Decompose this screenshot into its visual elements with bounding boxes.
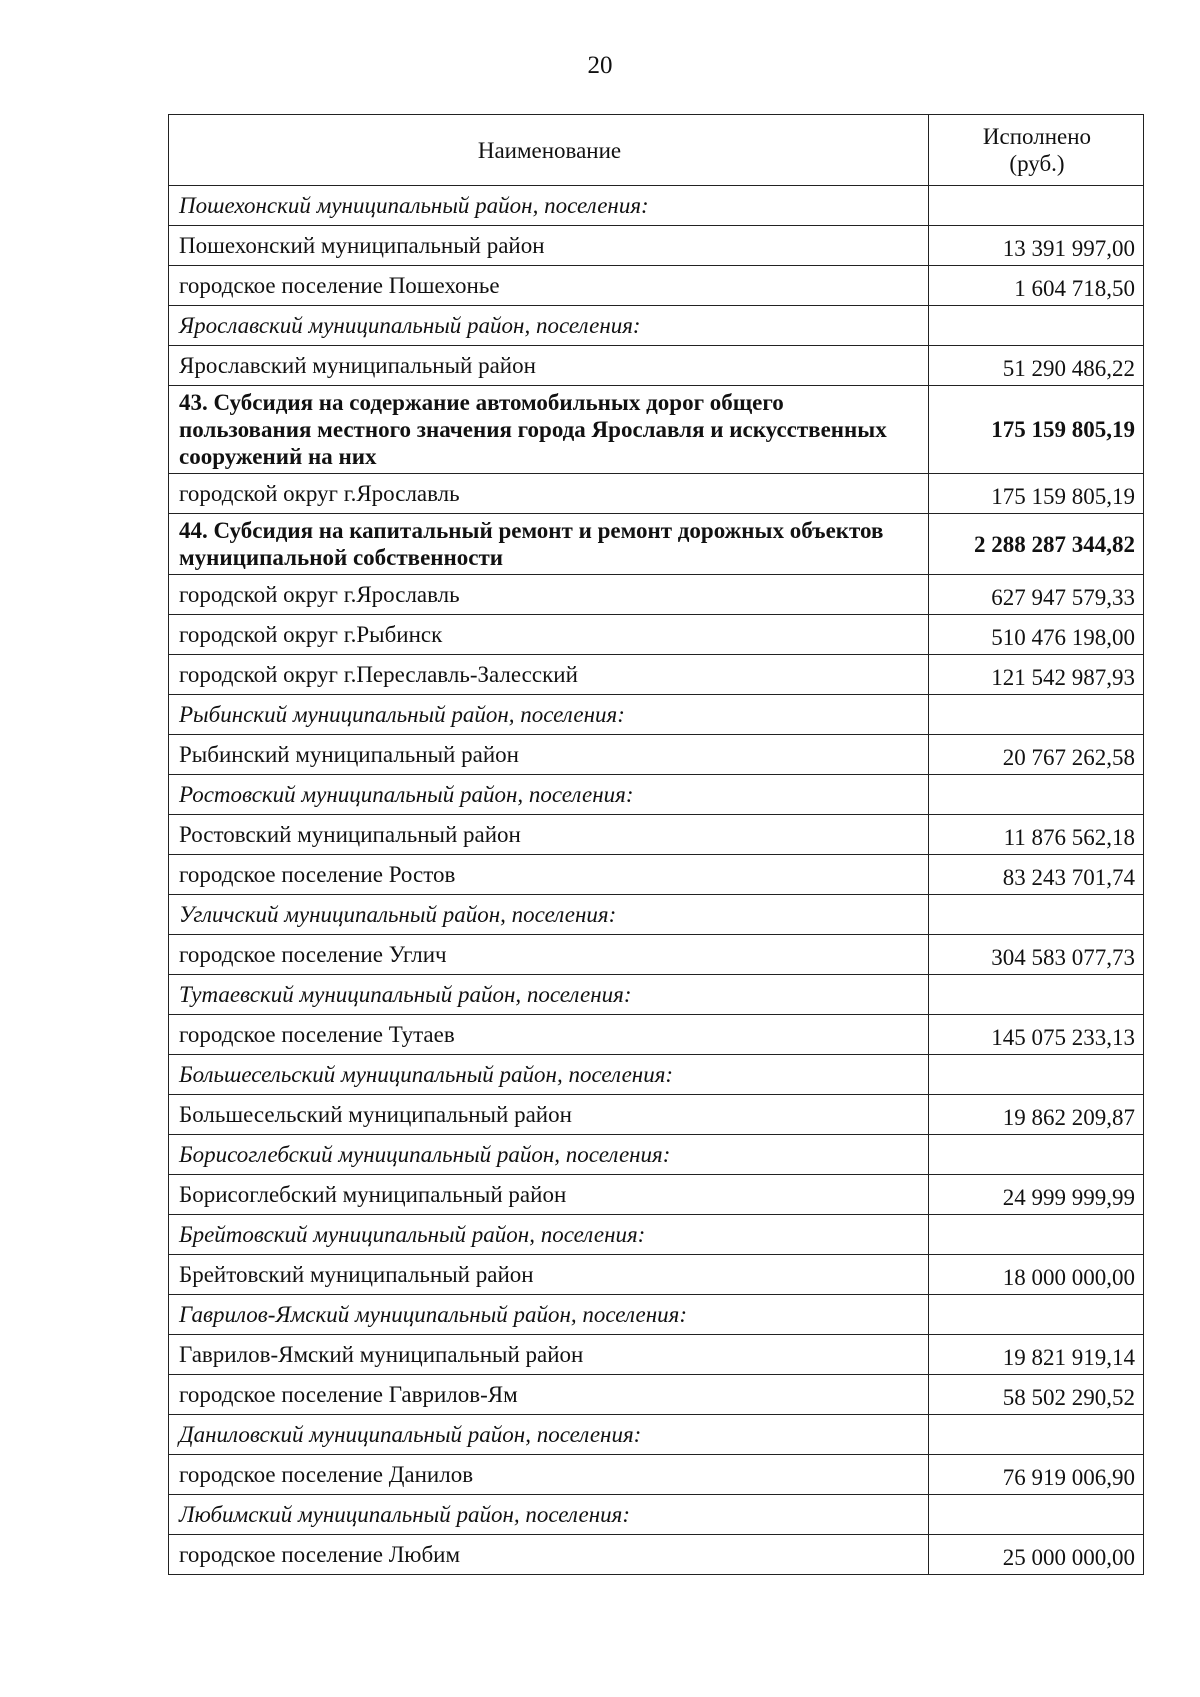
row-name: городское поселение Тутаев (169, 1015, 929, 1055)
row-name: Даниловский муниципальный район, поселения: (169, 1415, 929, 1455)
row-name: Ростовский муниципальный район, поселения: (169, 775, 929, 815)
row-name: Любимский муниципальный район, поселения: (169, 1495, 929, 1535)
row-amount: 24 999 999,99 (929, 1175, 1144, 1215)
table-row (169, 575, 1144, 615)
table-body (169, 186, 1144, 1575)
budget-execution-table (168, 114, 1144, 1575)
row-amount: 18 000 000,00 (929, 1255, 1144, 1295)
row-name: Борисоглебский муниципальный район (169, 1175, 929, 1215)
row-name: городской округ г.Ярославль (169, 575, 929, 615)
row-name: Угличский муниципальный район, поселения: (169, 895, 929, 935)
table-header-row (169, 115, 1144, 186)
row-name: Большесельский муниципальный район, поселения: (169, 1055, 929, 1095)
row-amount: 175 159 805,19 (929, 474, 1144, 514)
table-row (169, 226, 1144, 266)
row-amount (929, 695, 1144, 735)
row-amount: 19 821 919,14 (929, 1335, 1144, 1375)
district-header-row (169, 775, 1144, 815)
row-amount: 1 604 718,50 (929, 266, 1144, 306)
row-name: Гаврилов-Ямский муниципальный район, поселения: (169, 1295, 929, 1335)
table-row (169, 266, 1144, 306)
row-amount: 627 947 579,33 (929, 575, 1144, 615)
district-header-row (169, 1055, 1144, 1095)
row-name: Брейтовский муниципальный район (169, 1255, 929, 1295)
row-amount: 25 000 000,00 (929, 1535, 1144, 1575)
row-amount (929, 186, 1144, 226)
subsidy-row (169, 514, 1144, 575)
row-amount (929, 1055, 1144, 1095)
row-name: городское поселение Данилов (169, 1455, 929, 1495)
table-row (169, 1535, 1144, 1575)
header-name: Наименование (169, 115, 929, 186)
row-amount (929, 1415, 1144, 1455)
row-amount: 76 919 006,90 (929, 1455, 1144, 1495)
district-header-row (169, 306, 1144, 346)
row-name: Ярославский муниципальный район (169, 346, 929, 386)
table-row (169, 474, 1144, 514)
row-amount (929, 1495, 1144, 1535)
table-row (169, 815, 1144, 855)
row-name: Пошехонский муниципальный район, поселения: (169, 186, 929, 226)
row-amount (929, 975, 1144, 1015)
row-name: городское поселение Пошехонье (169, 266, 929, 306)
row-amount: 145 075 233,13 (929, 1015, 1144, 1055)
row-name: Пошехонский муниципальный район (169, 226, 929, 266)
row-name: 44. Субсидия на капитальный ремонт и ремонт дорожных объектов муниципальной собственности (169, 514, 929, 575)
row-name: Рыбинский муниципальный район (169, 735, 929, 775)
district-header-row (169, 1495, 1144, 1535)
row-name: Гаврилов-Ямский муниципальный район (169, 1335, 929, 1375)
table-row (169, 935, 1144, 975)
district-header-row (169, 186, 1144, 226)
district-header-row (169, 695, 1144, 735)
table-row (169, 735, 1144, 775)
table-row (169, 615, 1144, 655)
page-number: 20 (587, 52, 613, 79)
table-row (169, 655, 1144, 695)
table-row (169, 1375, 1144, 1415)
row-amount: 2 288 287 344,82 (929, 514, 1144, 575)
table-header (169, 115, 1144, 186)
row-amount: 58 502 290,52 (929, 1375, 1144, 1415)
row-amount: 175 159 805,19 (929, 386, 1144, 474)
district-header-row (169, 1135, 1144, 1175)
row-name: Ярославский муниципальный район, поселения: (169, 306, 929, 346)
district-header-row (169, 975, 1144, 1015)
row-name: городской округ г.Ярославль (169, 474, 929, 514)
row-name: Тутаевский муниципальный район, поселения: (169, 975, 929, 1015)
row-amount (929, 1135, 1144, 1175)
row-name: городское поселение Ростов (169, 855, 929, 895)
row-amount (929, 1215, 1144, 1255)
row-name: 43. Субсидия на содержание автомобильных дорог общего пользования местного значения города Ярославля и искусственных сооружений на них (169, 386, 929, 474)
row-name: Брейтовский муниципальный район, поселения: (169, 1215, 929, 1255)
row-name: Рыбинский муниципальный район, поселения: (169, 695, 929, 735)
row-amount (929, 1295, 1144, 1335)
district-header-row (169, 895, 1144, 935)
row-name: городское поселение Углич (169, 935, 929, 975)
table-row (169, 1175, 1144, 1215)
table-row (169, 346, 1144, 386)
table-row (169, 1335, 1144, 1375)
row-amount: 51 290 486,22 (929, 346, 1144, 386)
row-amount: 20 767 262,58 (929, 735, 1144, 775)
district-header-row (169, 1415, 1144, 1455)
header-amount: Исполнено (руб.) (929, 115, 1144, 186)
row-amount: 19 862 209,87 (929, 1095, 1144, 1135)
row-amount: 11 876 562,18 (929, 815, 1144, 855)
row-amount: 13 391 997,00 (929, 226, 1144, 266)
row-amount (929, 775, 1144, 815)
row-name: городское поселение Любим (169, 1535, 929, 1575)
row-amount: 121 542 987,93 (929, 655, 1144, 695)
district-header-row (169, 1215, 1144, 1255)
row-name: городское поселение Гаврилов-Ям (169, 1375, 929, 1415)
table-row (169, 1455, 1144, 1495)
row-name: Большесельский муниципальный район (169, 1095, 929, 1135)
subsidy-row (169, 386, 1144, 474)
row-amount (929, 895, 1144, 935)
row-name: городской округ г.Переславль-Залесский (169, 655, 929, 695)
row-name: Борисоглебский муниципальный район, поселения: (169, 1135, 929, 1175)
table-row (169, 1015, 1144, 1055)
table-row (169, 1095, 1144, 1135)
table-row (169, 1255, 1144, 1295)
table-row (169, 855, 1144, 895)
row-amount: 510 476 198,00 (929, 615, 1144, 655)
row-amount: 83 243 701,74 (929, 855, 1144, 895)
row-name: городской округ г.Рыбинск (169, 615, 929, 655)
row-amount (929, 306, 1144, 346)
row-amount: 304 583 077,73 (929, 935, 1144, 975)
district-header-row (169, 1295, 1144, 1335)
row-name: Ростовский муниципальный район (169, 815, 929, 855)
